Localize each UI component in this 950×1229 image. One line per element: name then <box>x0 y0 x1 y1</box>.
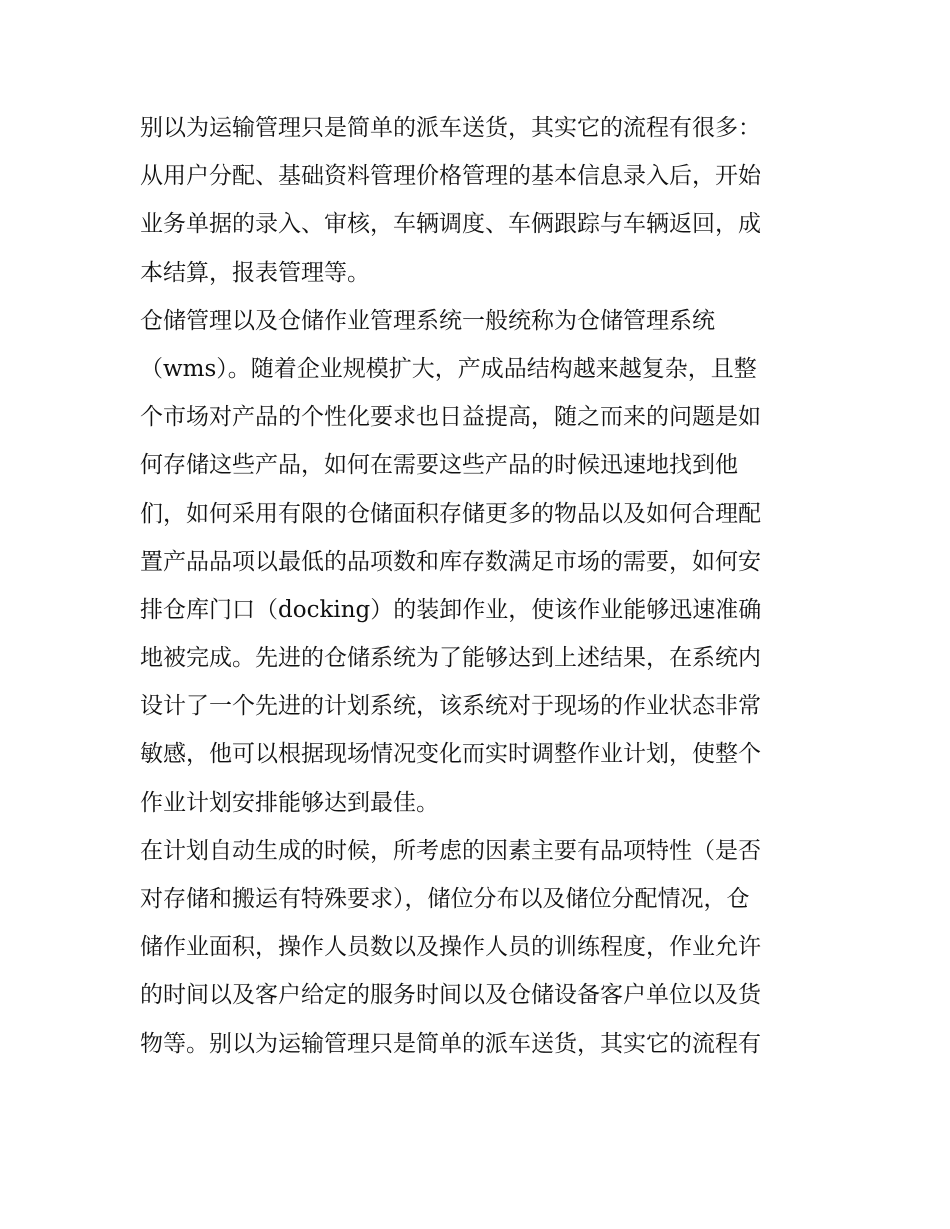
text-line: 本结算，报表管理等。 <box>140 259 370 286</box>
text-line: 储作业面积，操作人员数以及操作人员的训练程度，作业允许 <box>140 934 761 961</box>
text-line: 物等。别以为运输管理只是简单的派车送货，其实它的流程有 <box>140 1030 761 1057</box>
body-text <box>140 104 820 1068</box>
text-line: 个市场对产品的个性化要求也日益提高，随之而来的问题是如 <box>140 404 761 431</box>
text-line: （wms）。随着企业规模扩大，产成品结构越来越复杂，且整 <box>140 355 757 382</box>
text-line: 别以为运输管理只是简单的派车送货，其实它的流程有很多： <box>140 115 761 141</box>
text-line: 排仓库门口（docking）的装卸作业，使该作业能够迅速准确 <box>140 596 762 623</box>
text-line: 置产品品项以最低的品项数和库存数满足市场的需要，如何安 <box>140 548 761 575</box>
text-line: 从用户分配、基础资料管理价格管理的基本信息录入后，开始 <box>140 163 761 190</box>
text-line: 在计划自动生成的时候，所考虑的因素主要有品项特性（是否 <box>140 837 761 864</box>
text-line: 的时间以及客户给定的服务时间以及仓储设备客户单位以及货 <box>140 982 761 1009</box>
text-line: 对存储和搬运有特殊要求），储位分布以及储位分配情况，仓 <box>140 886 750 912</box>
text-line: 仓储管理以及仓储作业管理系统一般统称为仓储管理系统 <box>140 307 715 334</box>
text-line: 设计了一个先进的计划系统，该系统对于现场的作业状态非常 <box>140 693 761 720</box>
text-line: 敏感，他可以根据现场情况变化而实时调整作业计划，使整个 <box>140 741 761 768</box>
text-line: 何存储这些产品，如何在需要这些产品的时候迅速地找到他 <box>140 452 738 479</box>
text-line: 业务单据的录入、审核，车辆调度、车俩跟踪与车辆返回，成 <box>140 211 761 238</box>
text-line: 作业计划安排能够达到最佳。 <box>140 789 439 816</box>
text-line: 们，如何采用有限的仓储面积存储更多的物品以及如何合理配 <box>140 500 761 527</box>
text-line: 地被完成。先进的仓储系统为了能够达到上述结果，在系统内 <box>140 645 761 672</box>
